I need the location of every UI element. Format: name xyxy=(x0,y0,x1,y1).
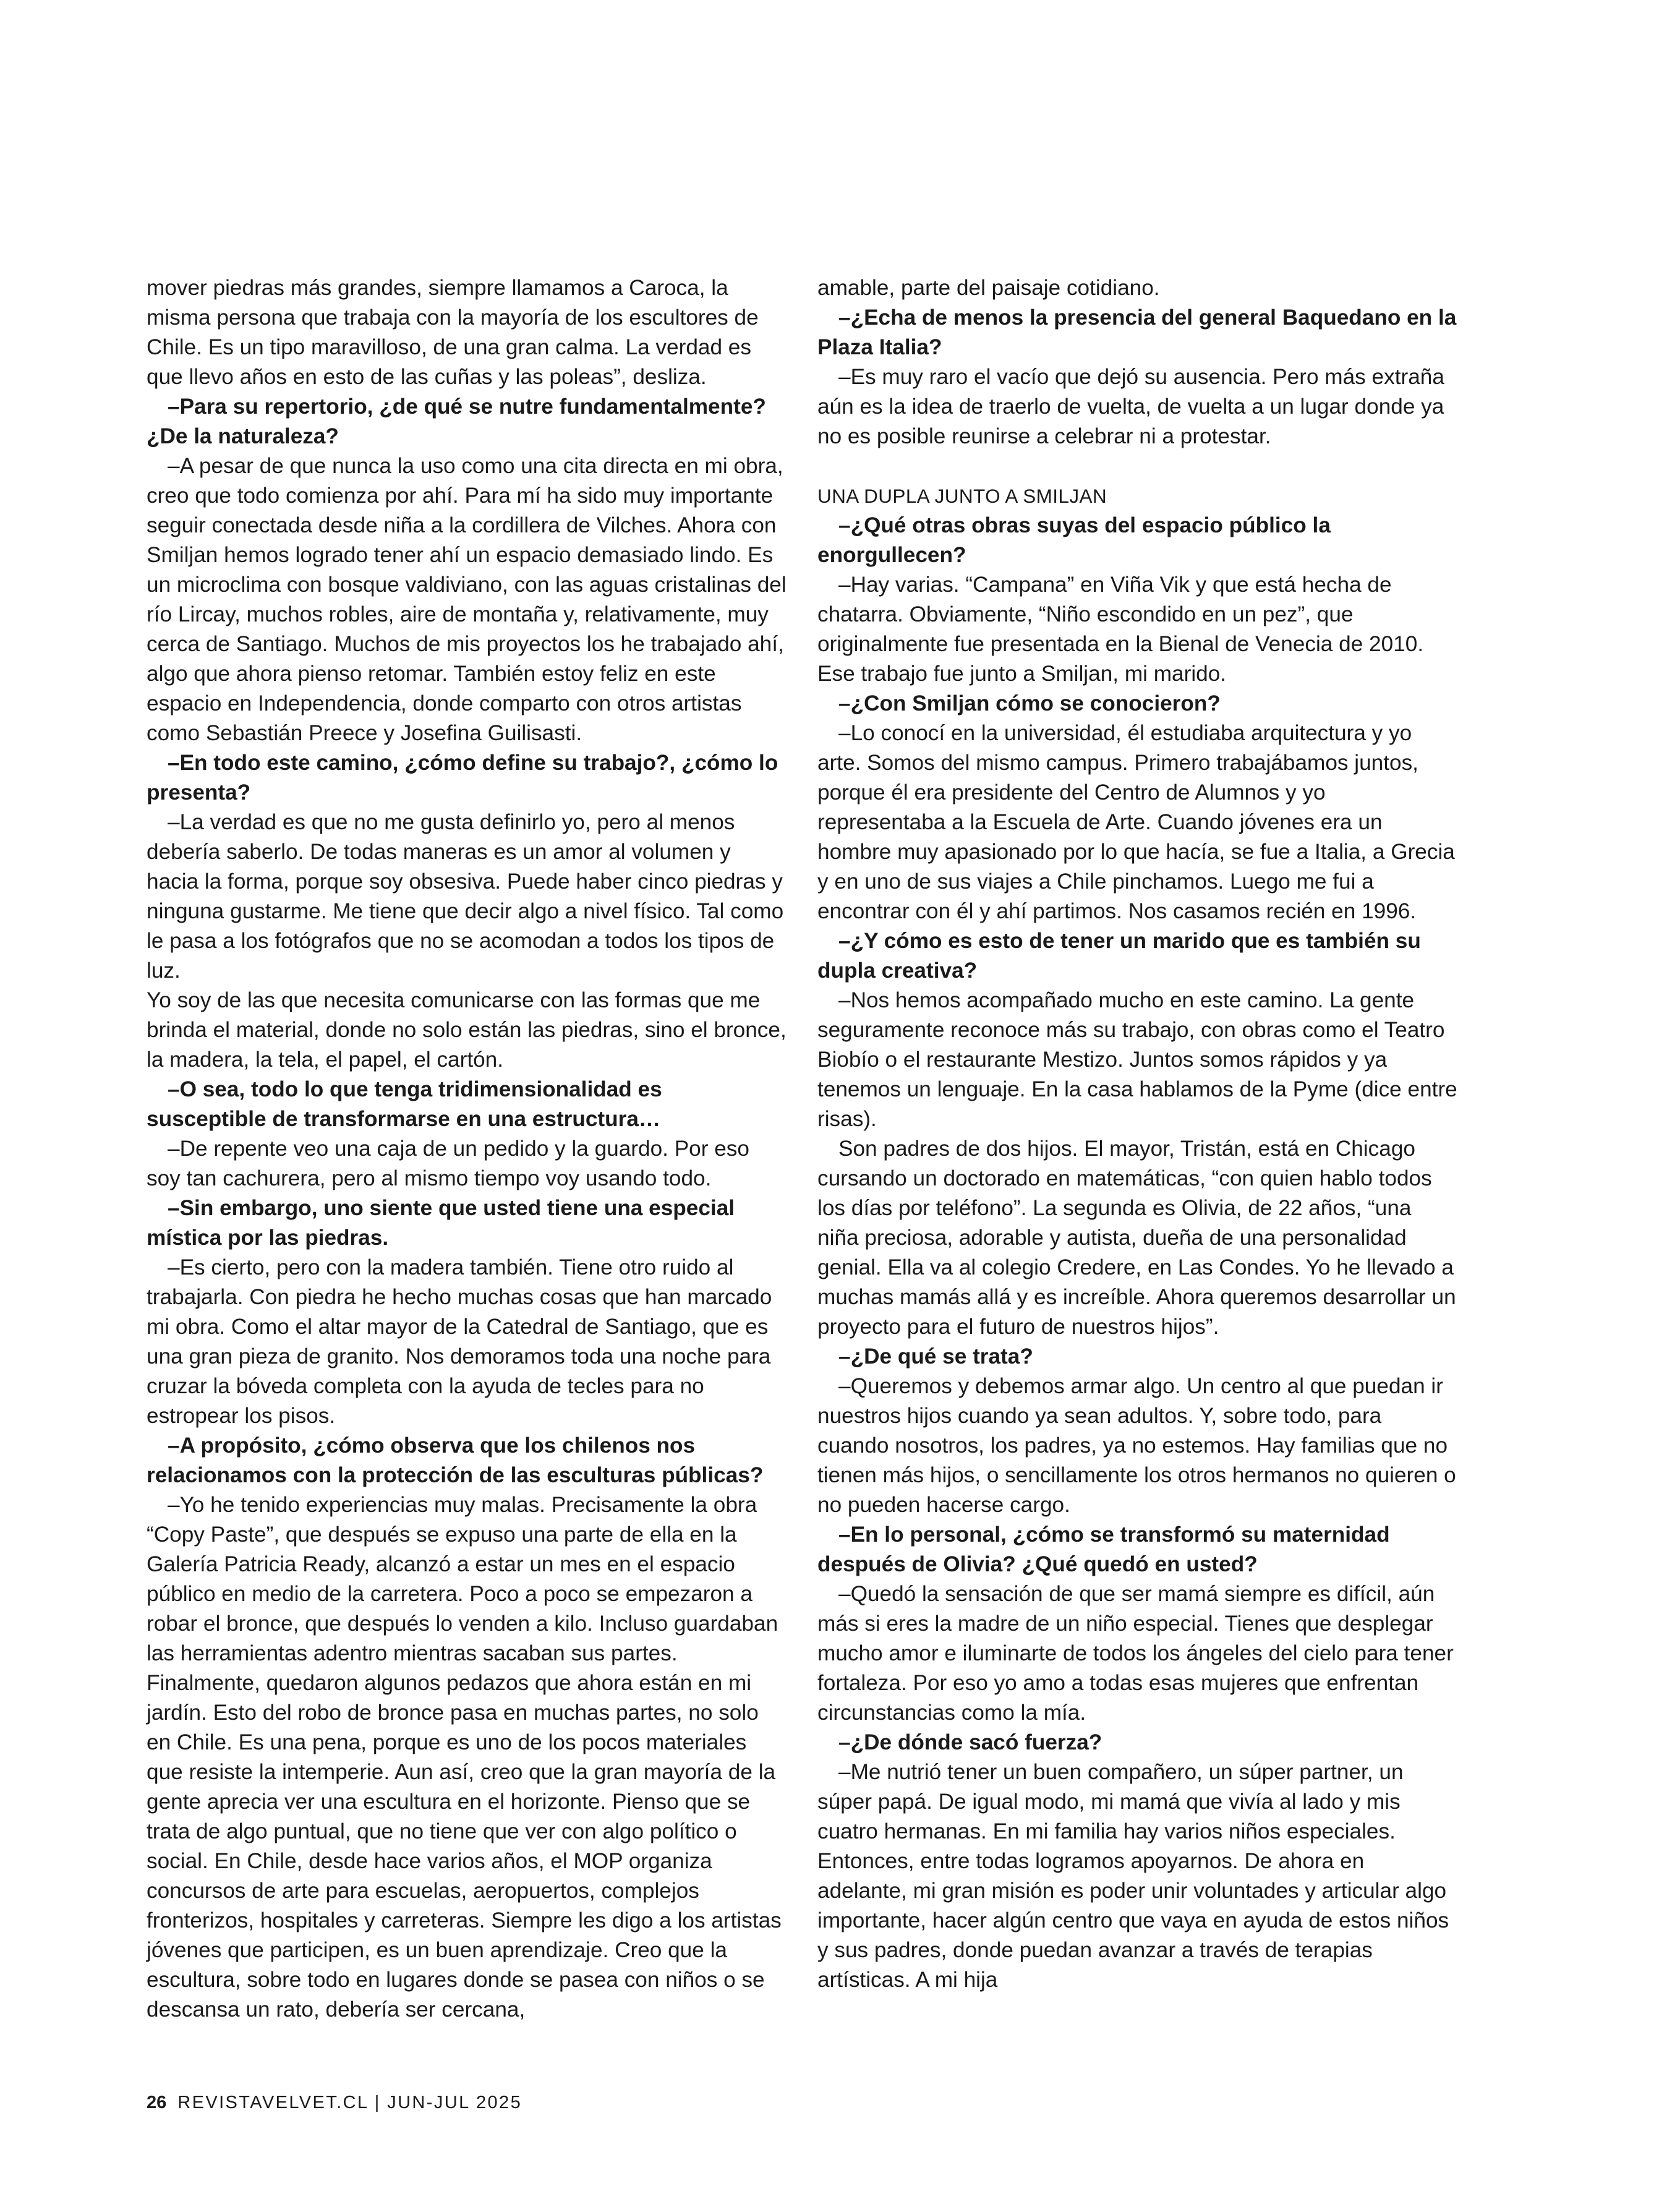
section-heading: UNA DUPLA JUNTO A SMILJAN xyxy=(817,485,1107,507)
section-spacer xyxy=(817,451,1457,481)
paragraph: Son padres de dos hijos. El mayor, Tristán, está en Chicago cursando un doctorado en matemáticas, “con quien hablo todos los días por teléfono”. La segunda es Olivia, de 22 años, “una niña preciosa, adorable y autista, dueña de una personalidad genial. Ella va al colegio Credere, en Las Condes. Yo he llevado a muchas mamás allá y es increíble. Ahora queremos desarrollar un proyecto para el futuro de nuestros hijos”. xyxy=(817,1137,1456,1339)
interview-question: –¿De qué se trata? xyxy=(838,1344,1033,1369)
article-column-left xyxy=(147,273,787,2025)
interview-question: –¿Con Smiljan cómo se conocieron? xyxy=(838,691,1221,715)
interview-question: –En lo personal, ¿cómo se transformó su maternidad después de Olivia? ¿Qué quedó en usted? xyxy=(817,1523,1390,1576)
interview-answer: –Es muy raro el vacío que dejó su ausencia. Pero más extraña aún es la idea de traerlo de vuelta, de vuelta a un lugar donde ya no es posible reunirse a celebrar ni a protestar. xyxy=(817,365,1444,448)
interview-answer: –Lo conocí en la universidad, él estudiaba arquitectura y yo arte. Somos del mismo campus. Primero trabajábamos juntos, porque él era presidente del Centro de Alumnos y yo representaba a la Escuela de Arte. Cuando jóvenes era un hombre muy apasionado por lo que hacía, se fue a Italia, a Grecia y en uno de sus viajes a Chile pinchamos. Luego me fui a encontrar con él y ahí partimos. Nos casamos recién en 1996. xyxy=(817,721,1455,923)
paragraph: mover piedras más grandes, siempre llamamos a Caroca, la misma persona que trabaja con la mayoría de los escultores de Chile. Es un tipo maravilloso, de una gran calma. La verdad es que llevo años en esto de las cuñas y las poleas”, desliza. xyxy=(147,276,759,389)
page-number: 26 xyxy=(147,2093,167,2112)
interview-question: –O sea, todo lo que tenga tridimensionalidad es susceptible de transformarse en una estructura… xyxy=(147,1077,662,1131)
interview-question: –Sin embargo, uno siente que usted tiene una especial mística por las piedras. xyxy=(147,1196,735,1250)
interview-answer: –Nos hemos acompañado mucho en este camino. La gente seguramente reconoce más su trabajo, con obras como el Teatro Biobío o el restaurante Mestizo. Juntos somos rápidos y ya tenemos un lenguaje. En la casa hablamos de la Pyme (dice entre risas). xyxy=(817,988,1457,1131)
article-column-right xyxy=(817,273,1457,1995)
interview-question: –A propósito, ¿cómo observa que los chilenos nos relacionamos con la protección de las esculturas públicas? xyxy=(147,1433,764,1487)
interview-question: –¿Echa de menos la presencia del general Baquedano en la Plaza Italia? xyxy=(817,305,1457,359)
interview-answer: –Es cierto, pero con la madera también. Tiene otro ruido al trabajarla. Con piedra he hecho muchas cosas que han marcado mi obra. Como el altar mayor de la Catedral de Santiago, que es una gran pieza de granito. Nos demoramos toda una noche para cruzar la bóveda completa con la ayuda de tecles para no estropear los pisos. xyxy=(147,1255,772,1428)
interview-answer: –Yo he tenido experiencias muy malas. Precisamente la obra “Copy Paste”, que después se expuso una parte de ella en la Galería Patricia Ready, alcanzó a estar un mes en el espacio público en medio de la carretera. Poco a poco se empezaron a robar el bronce, que después lo venden a kilo. Incluso guardaban las herramientas adentro mientras sacaban sus partes. Finalmente, quedaron algunos pedazos que ahora están en mi jardín. Esto del robo de bronce pasa en muchas partes, no solo en Chile. Es una pena, porque es uno de los pocos materiales que resiste la intemperie. Aun así, creo que la gran mayoría de la gente aprecia ver una escultura en el horizonte. Pienso que se trata de algo puntual, que no tiene que ver con algo político o social. En Chile, desde hace varios años, el MOP organiza concursos de arte para escuelas, aeropuertos, complejos fronterizos, hospitales y carreteras. Siempre les digo a los artistas jóvenes que participen, es un buen aprendizaje. Creo que la escultura, sobre todo en lugares donde se pasea con niños o se descansa un rato, debería ser cercana, xyxy=(147,1493,782,2022)
interview-answer: –Queremos y debemos armar algo. Un centro al que puedan ir nuestros hijos cuando ya sean adultos. Y, sobre todo, para cuando nosotros, los padres, ya no estemos. Hay familias que no tienen más hijos, o sencillamente los otros hermanos no quieren o no pueden hacerse cargo. xyxy=(817,1374,1456,1517)
interview-question: –¿De dónde sacó fuerza? xyxy=(838,1730,1102,1754)
interview-answer: –Me nutrió tener un buen compañero, un súper partner, un súper papá. De igual modo, mi mamá que vivía al lado y mis cuatro hermanas. En mi familia hay varios niños especiales. Entonces, entre todas logramos apoyarnos. De ahora en adelante, mi gran misión es poder unir voluntades y articular algo importante, hacer algún centro que vaya en ayuda de estos niños y sus padres, donde puedan avanzar a través de terapias artísticas. A mi hija xyxy=(817,1760,1449,1992)
interview-question: –Para su repertorio, ¿de qué se nutre fundamentalmente? ¿De la naturaleza? xyxy=(147,395,766,448)
interview-question: –En todo este camino, ¿cómo define su trabajo?, ¿cómo lo presenta? xyxy=(147,751,778,805)
paragraph: Yo soy de las que necesita comunicarse con las formas que me brinda el material, donde no solo están las piedras, sino el bronce, la madera, la tela, el papel, el cartón. xyxy=(147,988,787,1072)
page-footer xyxy=(147,2090,522,2115)
interview-answer: –A pesar de que nunca la uso como una cita directa en mi obra, creo que todo comienza por ahí. Para mí ha sido muy importante seguir conectada desde niña a la cordillera de Vilches. Ahora con Smiljan hemos logrado tener ahí un espacio demasiado lindo. Es un microclima con bosque valdiviano, con las aguas cristalinas del río Lircay, muchos robles, aire de montaña y, relativamente, muy cerca de Santiago. Muchos de mis proyectos los he trabajado ahí, algo que ahora pienso retomar. También estoy feliz en este espacio en Independencia, donde comparto con otros artistas como Sebastián Preece y Josefina Guilisasti. xyxy=(147,454,787,745)
interview-answer: –Hay varias. “Campana” en Viña Vik y que está hecha de chatarra. Obviamente, “Niño escondido en un pez”, que originalmente fue presentada en la Bienal de Venecia de 2010. Ese trabajo fue junto a Smiljan, mi marido. xyxy=(817,573,1424,686)
interview-answer: –Quedó la sensación de que ser mamá siempre es difícil, aún más si eres la madre de un niño especial. Tienes que desplegar mucho amor e iluminarte de todos los ángeles del cielo para tener fortaleza. Por eso yo amo a todas esas mujeres que enfrentan circunstancias como la mía. xyxy=(817,1582,1454,1725)
interview-answer: –De repente veo una caja de un pedido y la guardo. Por eso soy tan cachurera, pero al mismo tiempo voy usando todo. xyxy=(147,1137,749,1190)
interview-question: –¿Qué otras obras suyas del espacio público la enorgullecen? xyxy=(817,513,1331,567)
interview-answer: –La verdad es que no me gusta definirlo yo, pero al menos debería saberlo. De todas maneras es un amor al volumen y hacia la forma, porque soy obsesiva. Puede haber cinco piedras y ninguna gustarme. Me tiene que decir algo a nivel físico. Tal como le pasa a los fotógrafos que no se acomodan a todos los tipos de luz. xyxy=(147,810,784,983)
publication-info: REVISTAVELVET.CL | JUN-JUL 2025 xyxy=(177,2093,522,2112)
interview-question: –¿Y cómo es esto de tener un marido que es también su dupla creativa? xyxy=(817,929,1421,983)
paragraph: amable, parte del paisaje cotidiano. xyxy=(817,276,1160,300)
